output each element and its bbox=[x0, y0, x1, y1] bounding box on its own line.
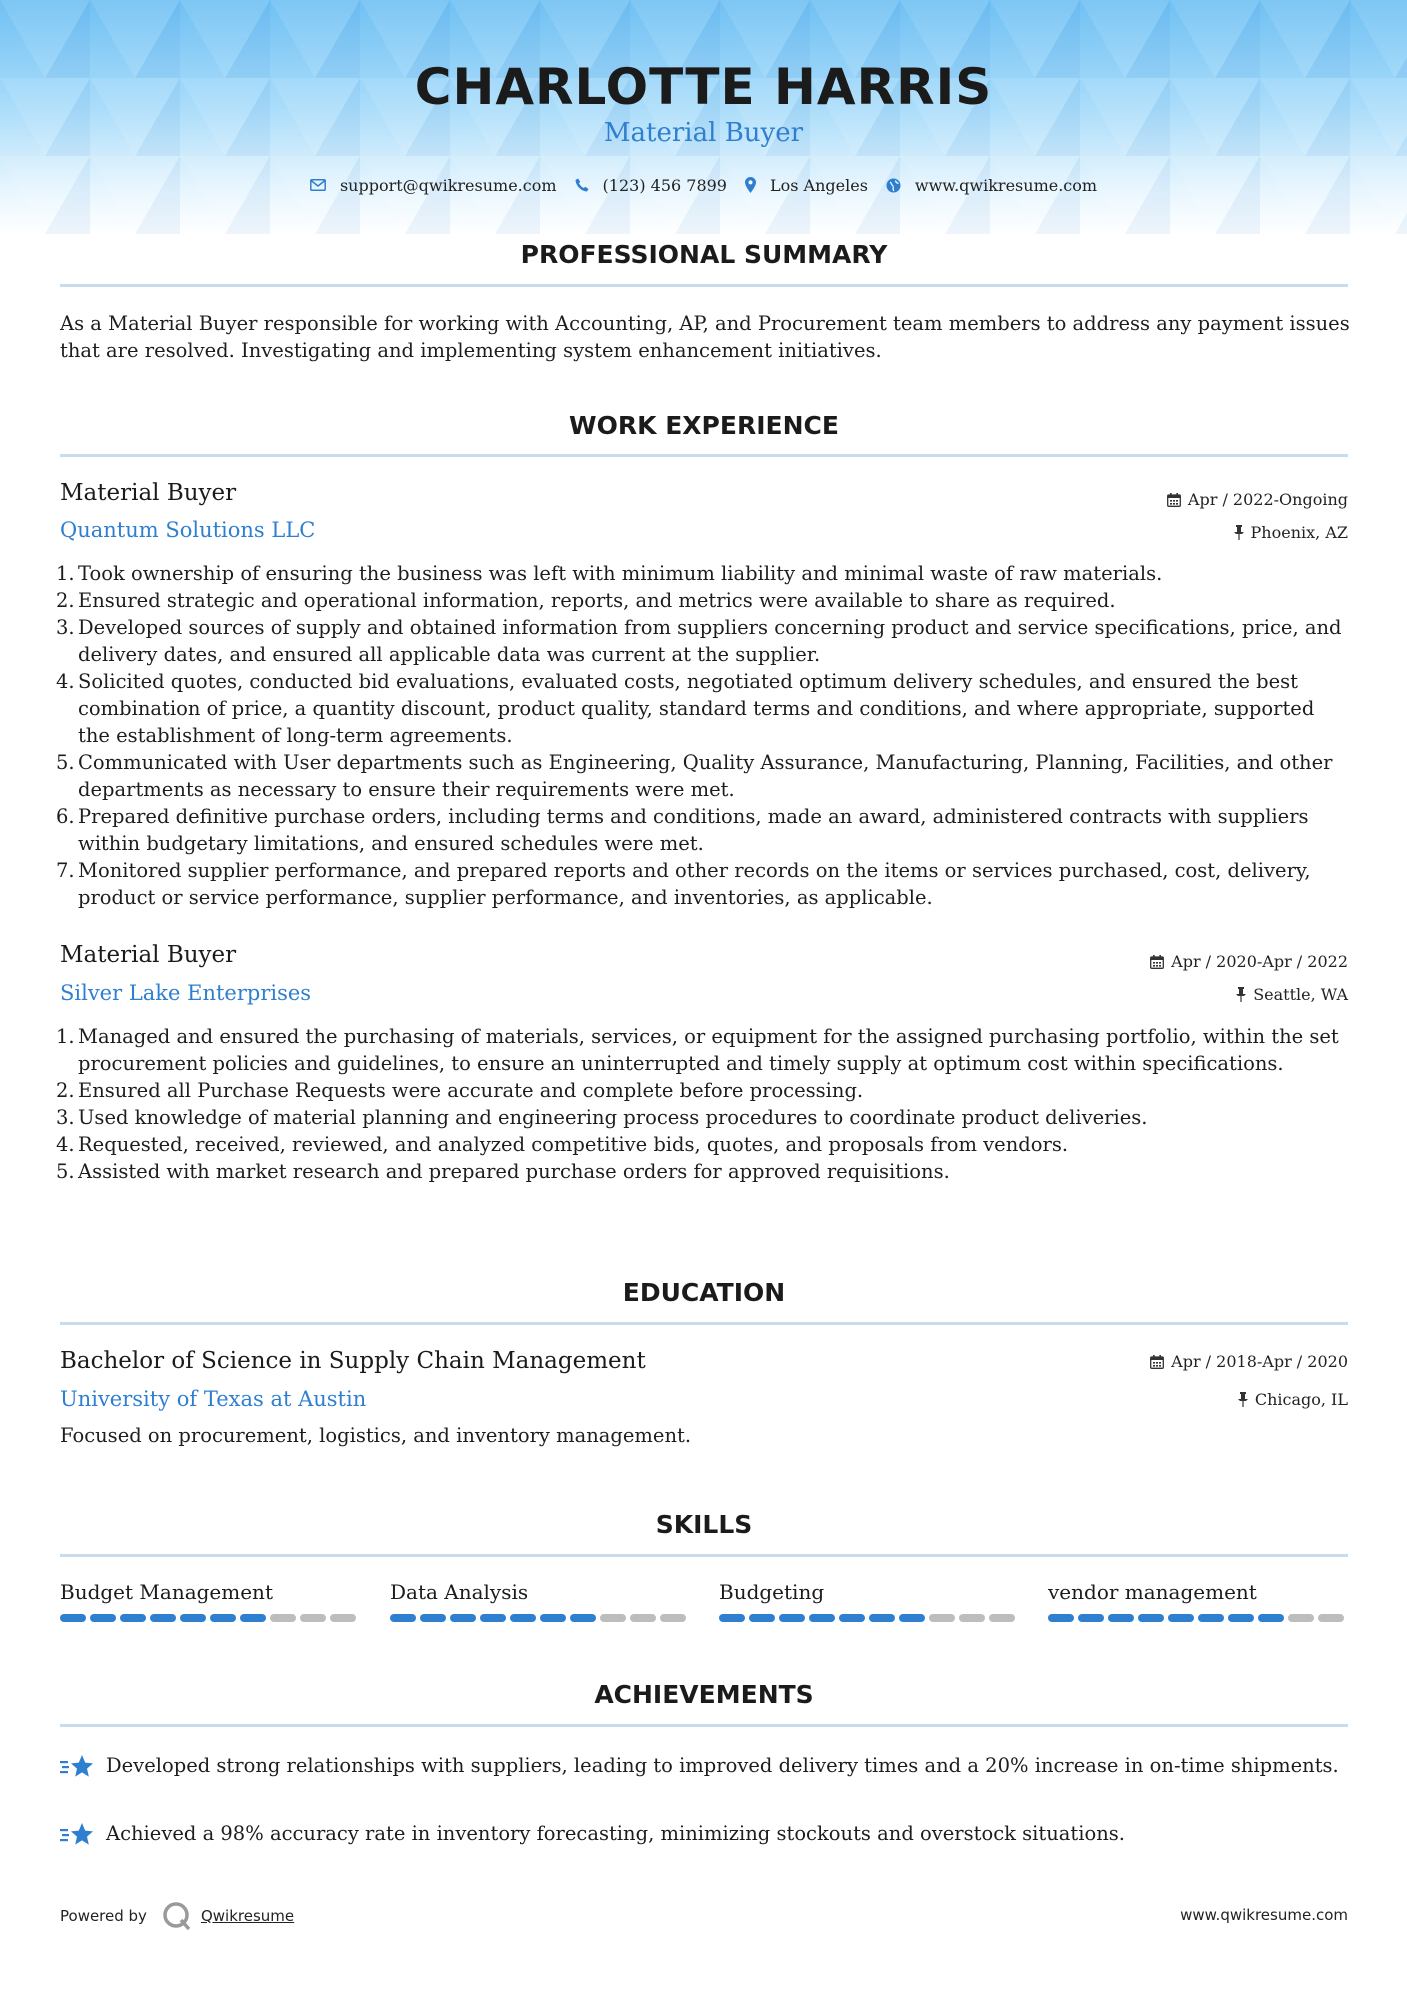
job-title: Material Buyer bbox=[60, 942, 237, 968]
skill-segment-filled bbox=[120, 1614, 146, 1622]
education-heading: EDUCATION bbox=[622, 1278, 786, 1307]
calendar-icon bbox=[1167, 493, 1181, 507]
job-dates bbox=[1150, 952, 1348, 971]
skill-segment-empty bbox=[270, 1614, 296, 1622]
skill-segment-filled bbox=[570, 1614, 596, 1622]
list-item: 2. Ensured all Purchase Requests were accurate and complete before processing. bbox=[56, 1079, 864, 1102]
skill-segment-empty bbox=[929, 1614, 955, 1622]
contact-email[interactable] bbox=[310, 176, 557, 195]
list-item: 2. Ensured strategic and operational information, reports, and metrics were available to share as required. bbox=[56, 589, 1116, 612]
summary-heading: PROFESSIONAL SUMMARY bbox=[520, 240, 888, 269]
list-item: 3. Used knowledge of material planning and engineering process procedures to coordinate product deliveries. bbox=[56, 1106, 1148, 1129]
candidate-title: Material Buyer bbox=[603, 118, 804, 148]
skill-segment-filled bbox=[809, 1614, 835, 1622]
list-item: 5. Communicated with User departments such as Engineering, Quality Assurance, Manufacturing, Planning, Facilities, and other departments as necessary to ensure their requirements were met. bbox=[56, 751, 1333, 801]
experience-heading: WORK EXPERIENCE bbox=[569, 411, 839, 440]
skill-segment-filled bbox=[839, 1614, 865, 1622]
education-divider bbox=[60, 1322, 1348, 1325]
degree-title: Bachelor of Science in Supply Chain Management bbox=[60, 1348, 646, 1374]
pushpin-icon bbox=[1238, 1392, 1248, 1407]
skill-segment-filled bbox=[1228, 1614, 1254, 1622]
skill-segment-filled bbox=[1048, 1614, 1074, 1622]
skill-item bbox=[60, 1580, 360, 1622]
skill-segment-filled bbox=[1108, 1614, 1134, 1622]
map-pin-icon bbox=[745, 177, 756, 193]
education-description: Focused on procurement, logistics, and inventory management. bbox=[60, 1424, 692, 1447]
powered-by-label: Powered by bbox=[60, 1907, 147, 1925]
website-text: www.qwikresume.com bbox=[914, 175, 1098, 195]
phone-icon bbox=[575, 178, 589, 192]
skill-segment-filled bbox=[90, 1614, 116, 1622]
job-bullets bbox=[56, 1023, 1350, 1185]
skill-segment-filled bbox=[390, 1614, 416, 1622]
education-location bbox=[1238, 1390, 1348, 1409]
skill-rating-bar bbox=[390, 1614, 690, 1622]
skill-segment-filled bbox=[1168, 1614, 1194, 1622]
skill-name: vendor management bbox=[1048, 1580, 1257, 1604]
contact-location bbox=[745, 176, 868, 195]
achievements-heading: ACHIEVEMENTS bbox=[594, 1680, 814, 1709]
list-item: 6. Prepared definitive purchase orders, including terms and conditions, made an award, administered contracts with suppliers within budgetary limitations, and ensured schedules were met. bbox=[56, 805, 1309, 855]
experience-divider bbox=[60, 454, 1348, 457]
footer-powered-by bbox=[60, 1900, 294, 1932]
skill-segment-empty bbox=[989, 1614, 1015, 1622]
skill-segment-filled bbox=[899, 1614, 925, 1622]
calendar-icon bbox=[1150, 1355, 1164, 1369]
skill-segment-filled bbox=[1258, 1614, 1284, 1622]
skill-segment-filled bbox=[240, 1614, 266, 1622]
skill-rating-bar bbox=[719, 1614, 1019, 1622]
skill-segment-empty bbox=[1318, 1614, 1344, 1622]
education-location-text: Chicago, IL bbox=[1254, 1390, 1348, 1409]
skill-segment-empty bbox=[959, 1614, 985, 1622]
location-text: Los Angeles bbox=[769, 175, 868, 195]
skill-rating-bar bbox=[1048, 1614, 1348, 1622]
pushpin-icon bbox=[1234, 525, 1244, 540]
job-location-text: Phoenix, AZ bbox=[1250, 523, 1348, 542]
job-dates-text: Apr / 2020-Apr / 2022 bbox=[1171, 952, 1348, 971]
skill-segment-filled bbox=[210, 1614, 236, 1622]
job-dates-text: Apr / 2022-Ongoing bbox=[1187, 490, 1348, 509]
job-location-text: Seattle, WA bbox=[1253, 985, 1348, 1004]
email-text: support@qwikresume.com bbox=[339, 175, 557, 195]
skill-segment-empty bbox=[1288, 1614, 1314, 1622]
globe-icon bbox=[886, 178, 901, 193]
skills-heading: SKILLS bbox=[655, 1510, 753, 1539]
footer-website[interactable]: www.qwikresume.com bbox=[1180, 1906, 1348, 1924]
skill-segment-filled bbox=[719, 1614, 745, 1622]
contact-website[interactable] bbox=[886, 176, 1097, 195]
skill-rating-bar bbox=[60, 1614, 360, 1622]
job-location bbox=[1236, 985, 1348, 1004]
skill-segment-filled bbox=[180, 1614, 206, 1622]
skill-segment-filled bbox=[779, 1614, 805, 1622]
skill-segment-filled bbox=[150, 1614, 176, 1622]
skill-item bbox=[390, 1580, 690, 1622]
contact-bar bbox=[0, 172, 1407, 198]
list-item: 4. Requested, received, reviewed, and analyzed competitive bids, quotes, and proposals from vendors. bbox=[56, 1133, 1069, 1156]
calendar-icon bbox=[1150, 955, 1164, 969]
skill-segment-filled bbox=[60, 1614, 86, 1622]
job-location bbox=[1234, 523, 1348, 542]
skill-name: Data Analysis bbox=[390, 1580, 529, 1604]
list-item: 1. Managed and ensured the purchasing of materials, services, or equipment for the assigned purchasing portfolio, within the set procurement policies and guidelines, to ensure an uninterrupted and timely supply at optimum cost within specifications. bbox=[56, 1025, 1339, 1075]
list-item: 1. Took ownership of ensuring the business was left with minimum liability and minimal waste of raw materials. bbox=[56, 562, 1163, 585]
skill-segment-empty bbox=[660, 1614, 686, 1622]
school-name: University of Texas at Austin bbox=[60, 1387, 367, 1411]
skill-segment-filled bbox=[1198, 1614, 1224, 1622]
skill-segment-filled bbox=[749, 1614, 775, 1622]
achievements-divider bbox=[60, 1724, 1348, 1727]
skill-segment-filled bbox=[450, 1614, 476, 1622]
list-item: 5. Assisted with market research and prepared purchase orders for approved requisitions. bbox=[56, 1160, 950, 1183]
skills-divider bbox=[60, 1554, 1348, 1557]
job-dates bbox=[1167, 490, 1348, 509]
summary-divider bbox=[60, 284, 1348, 287]
skill-segment-filled bbox=[510, 1614, 536, 1622]
skill-segment-filled bbox=[540, 1614, 566, 1622]
summary-text: As a Material Buyer responsible for working with Accounting, AP, and Procurement team members to address any payment issues that are resolved. Investigating and implementing system enhancement initiatives. bbox=[60, 312, 1350, 362]
skill-segment-filled bbox=[420, 1614, 446, 1622]
contact-phone[interactable] bbox=[575, 176, 727, 195]
company-name: Quantum Solutions LLC bbox=[60, 518, 316, 542]
skill-item bbox=[1048, 1580, 1348, 1622]
skill-name: Budget Management bbox=[60, 1580, 273, 1604]
skill-segment-empty bbox=[600, 1614, 626, 1622]
education-dates-text: Apr / 2018-Apr / 2020 bbox=[1171, 1352, 1348, 1371]
skill-segment-filled bbox=[1078, 1614, 1104, 1622]
qwikresume-logo-icon bbox=[161, 1900, 193, 1932]
skill-segment-empty bbox=[330, 1614, 356, 1622]
skill-item bbox=[719, 1580, 1019, 1622]
skill-segment-filled bbox=[1138, 1614, 1164, 1622]
list-item: 7. Monitored supplier performance, and prepared reports and other records on the items or services purchased, cost, delivery, product or service performance, supplier performance, and inventories, as applicable. bbox=[56, 859, 1311, 909]
envelope-icon bbox=[310, 179, 326, 191]
pushpin-icon bbox=[1236, 987, 1246, 1002]
achievement-item bbox=[60, 1752, 1350, 1780]
phone-text: (123) 456 7899 bbox=[602, 175, 727, 195]
qwikresume-link[interactable]: Qwikresume bbox=[200, 1907, 295, 1925]
list-item: 3. Developed sources of supply and obtained information from suppliers concerning product and service specifications, price, and delivery dates, and ensured all applicable data was current at the supplier. bbox=[56, 616, 1342, 666]
skill-segment-filled bbox=[480, 1614, 506, 1622]
achievement-item bbox=[60, 1820, 1350, 1848]
achievement-text: Developed strong relationships with suppliers, leading to improved delivery times and a 20% increase in on-time shipments. bbox=[106, 1754, 1339, 1777]
star-icon bbox=[60, 1754, 94, 1780]
education-dates bbox=[1150, 1352, 1348, 1371]
list-item: 4. Solicited quotes, conducted bid evaluations, evaluated costs, negotiated optimum delivery schedules, and ensured the best combination of price, a quantity discount, product quality, standard terms and conditions, and where appropriate, supported the establishment of long-term agreements. bbox=[56, 670, 1315, 747]
skill-segment-filled bbox=[869, 1614, 895, 1622]
job-title: Material Buyer bbox=[60, 480, 237, 506]
skill-segment-empty bbox=[630, 1614, 656, 1622]
achievement-text: Achieved a 98% accuracy rate in inventory forecasting, minimizing stockouts and overstock situations. bbox=[106, 1822, 1125, 1845]
skill-name: Budgeting bbox=[719, 1580, 825, 1604]
job-bullets bbox=[56, 560, 1350, 911]
company-name: Silver Lake Enterprises bbox=[60, 981, 312, 1005]
star-icon bbox=[60, 1822, 94, 1848]
skill-segment-empty bbox=[300, 1614, 326, 1622]
candidate-name: CHARLOTTE HARRIS bbox=[414, 58, 993, 116]
